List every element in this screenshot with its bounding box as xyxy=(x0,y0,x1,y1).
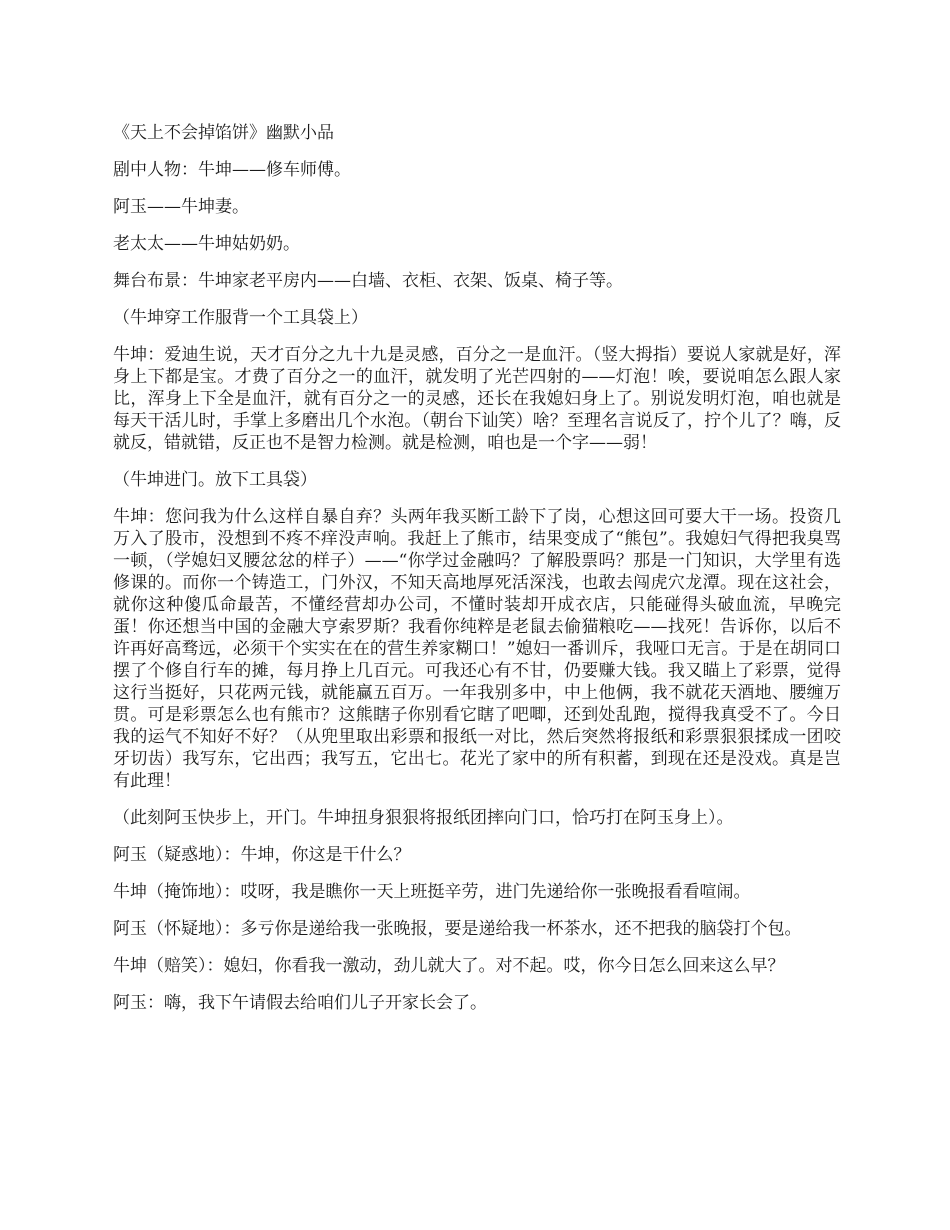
stage-direction: （牛坤进门。放下工具袋） xyxy=(113,470,317,490)
cast-old-lady: 老太太——牛坤姑奶奶。 xyxy=(113,234,300,254)
stage-direction: （此刻阿玉快步上，开门。牛坤扭身狠狠将报纸团摔向门口，恰巧打在阿玉身上）。 xyxy=(113,808,734,828)
dialogue-paragraph: 牛坤（掩饰地）：哎呀，我是瞧你一天上班挺辛劳，进门先递给你一张晚报看看喧闹。 xyxy=(113,882,751,902)
dialogue-paragraph: 阿玉：嗨，我下午请假去给咱们儿子开家长会了。 xyxy=(113,993,487,1013)
cast-intro-niukun: 剧中人物：牛坤——修车师傅。 xyxy=(113,160,351,180)
document-page xyxy=(113,122,841,1029)
dialogue-paragraph: 阿玉（疑惑地）：牛坤，你这是干什么？ xyxy=(113,845,411,865)
dialogue-paragraph: 牛坤：爱迪生说，天才百分之九十九是灵感，百分之一是血汗。（竖大拇指）要说人家就是好，浑身上下都是宝。才费了百分之一的血汗，就发明了光芒四射的——灯泡！唉，要说咱怎么跟人家比，浑身上下全是血汗，就有百分之一的灵感，还长在我媳妇身上了。别说发明灯泡，咱也就是每天干活儿时，手掌上多磨出几个水泡。（朝台下讪笑）啥？至理名言说反了，拧个儿了？嗨，反就反，错就错，反正也不是智力检测。就是检测，咱也是一个字——弱！ xyxy=(113,345,841,453)
dialogue-paragraph: 牛坤（赔笑）：媳妇，你看我一激动，劲儿就大了。对不起。哎，你今日怎么回来这么早？ xyxy=(113,956,785,976)
stage-setting: 舞台布景：牛坤家老平房内——白墙、衣柜、衣架、饭桌、椅子等。 xyxy=(113,271,623,291)
dialogue-paragraph: 阿玉（怀疑地）：多亏你是递给我一张晚报，要是递给我一杯茶水，还不把我的脑袋打个包。 xyxy=(113,919,802,939)
stage-direction: （牛坤穿工作服背一个工具袋上） xyxy=(113,308,368,328)
cast-ayu: 阿玉——牛坤妻。 xyxy=(113,197,249,217)
document-title: 《天上不会掉馅饼》幽默小品 xyxy=(113,123,334,143)
dialogue-paragraph: 牛坤：您问我为什么这样自暴自弃？头两年我买断工龄下了岗，心想这回可要大干一场。投资几万入了股市，没想到不疼不痒没声响。我赶上了熊市，结果变成了“熊包”。我媳妇气得把我臭骂一顿，（学媳妇叉腰忿忿的样子）——“你学过金融吗？了解股票吗？那是一门知识，大学里有选修课的。而你一个铸造工，门外汉，不知天高地厚死活深浅，也敢去闯虎穴龙潭。现在这社会，就你这种傻瓜命最苦，不懂经营却办公司，不懂时装却开成衣店，只能碰得头破血流，早晚完蛋！你还想当中国的金融大亨索罗斯？我看你纯粹是老鼠去偷猫粮吃——找死！告诉你，以后不许再好高骛远，必须干个实实在在的营生养家糊口！”媳妇一番训斥，我哑口无言。于是在胡同口摆了个修自行车的摊，每月挣上几百元。可我还心有不甘，仍要赚大钱。我又瞄上了彩票，觉得这行当挺好，只花两元钱，就能赢五百万。一年我别多中，中上他俩，我不就花天酒地、腰缠万贯。可是彩票怎么也有熊市？这熊瞎子你别看它瞎了吧唧，还到处乱跑，搅得我真受不了。今日我的运气不知好不好？（从兜里取出彩票和报纸一对比，然后突然将报纸和彩票狠狠揉成一团咬牙切齿）我写东，它出西；我写五，它出七。花光了家中的所有积蓄，到现在还是没戏。真是岂有此理！ xyxy=(113,507,841,791)
